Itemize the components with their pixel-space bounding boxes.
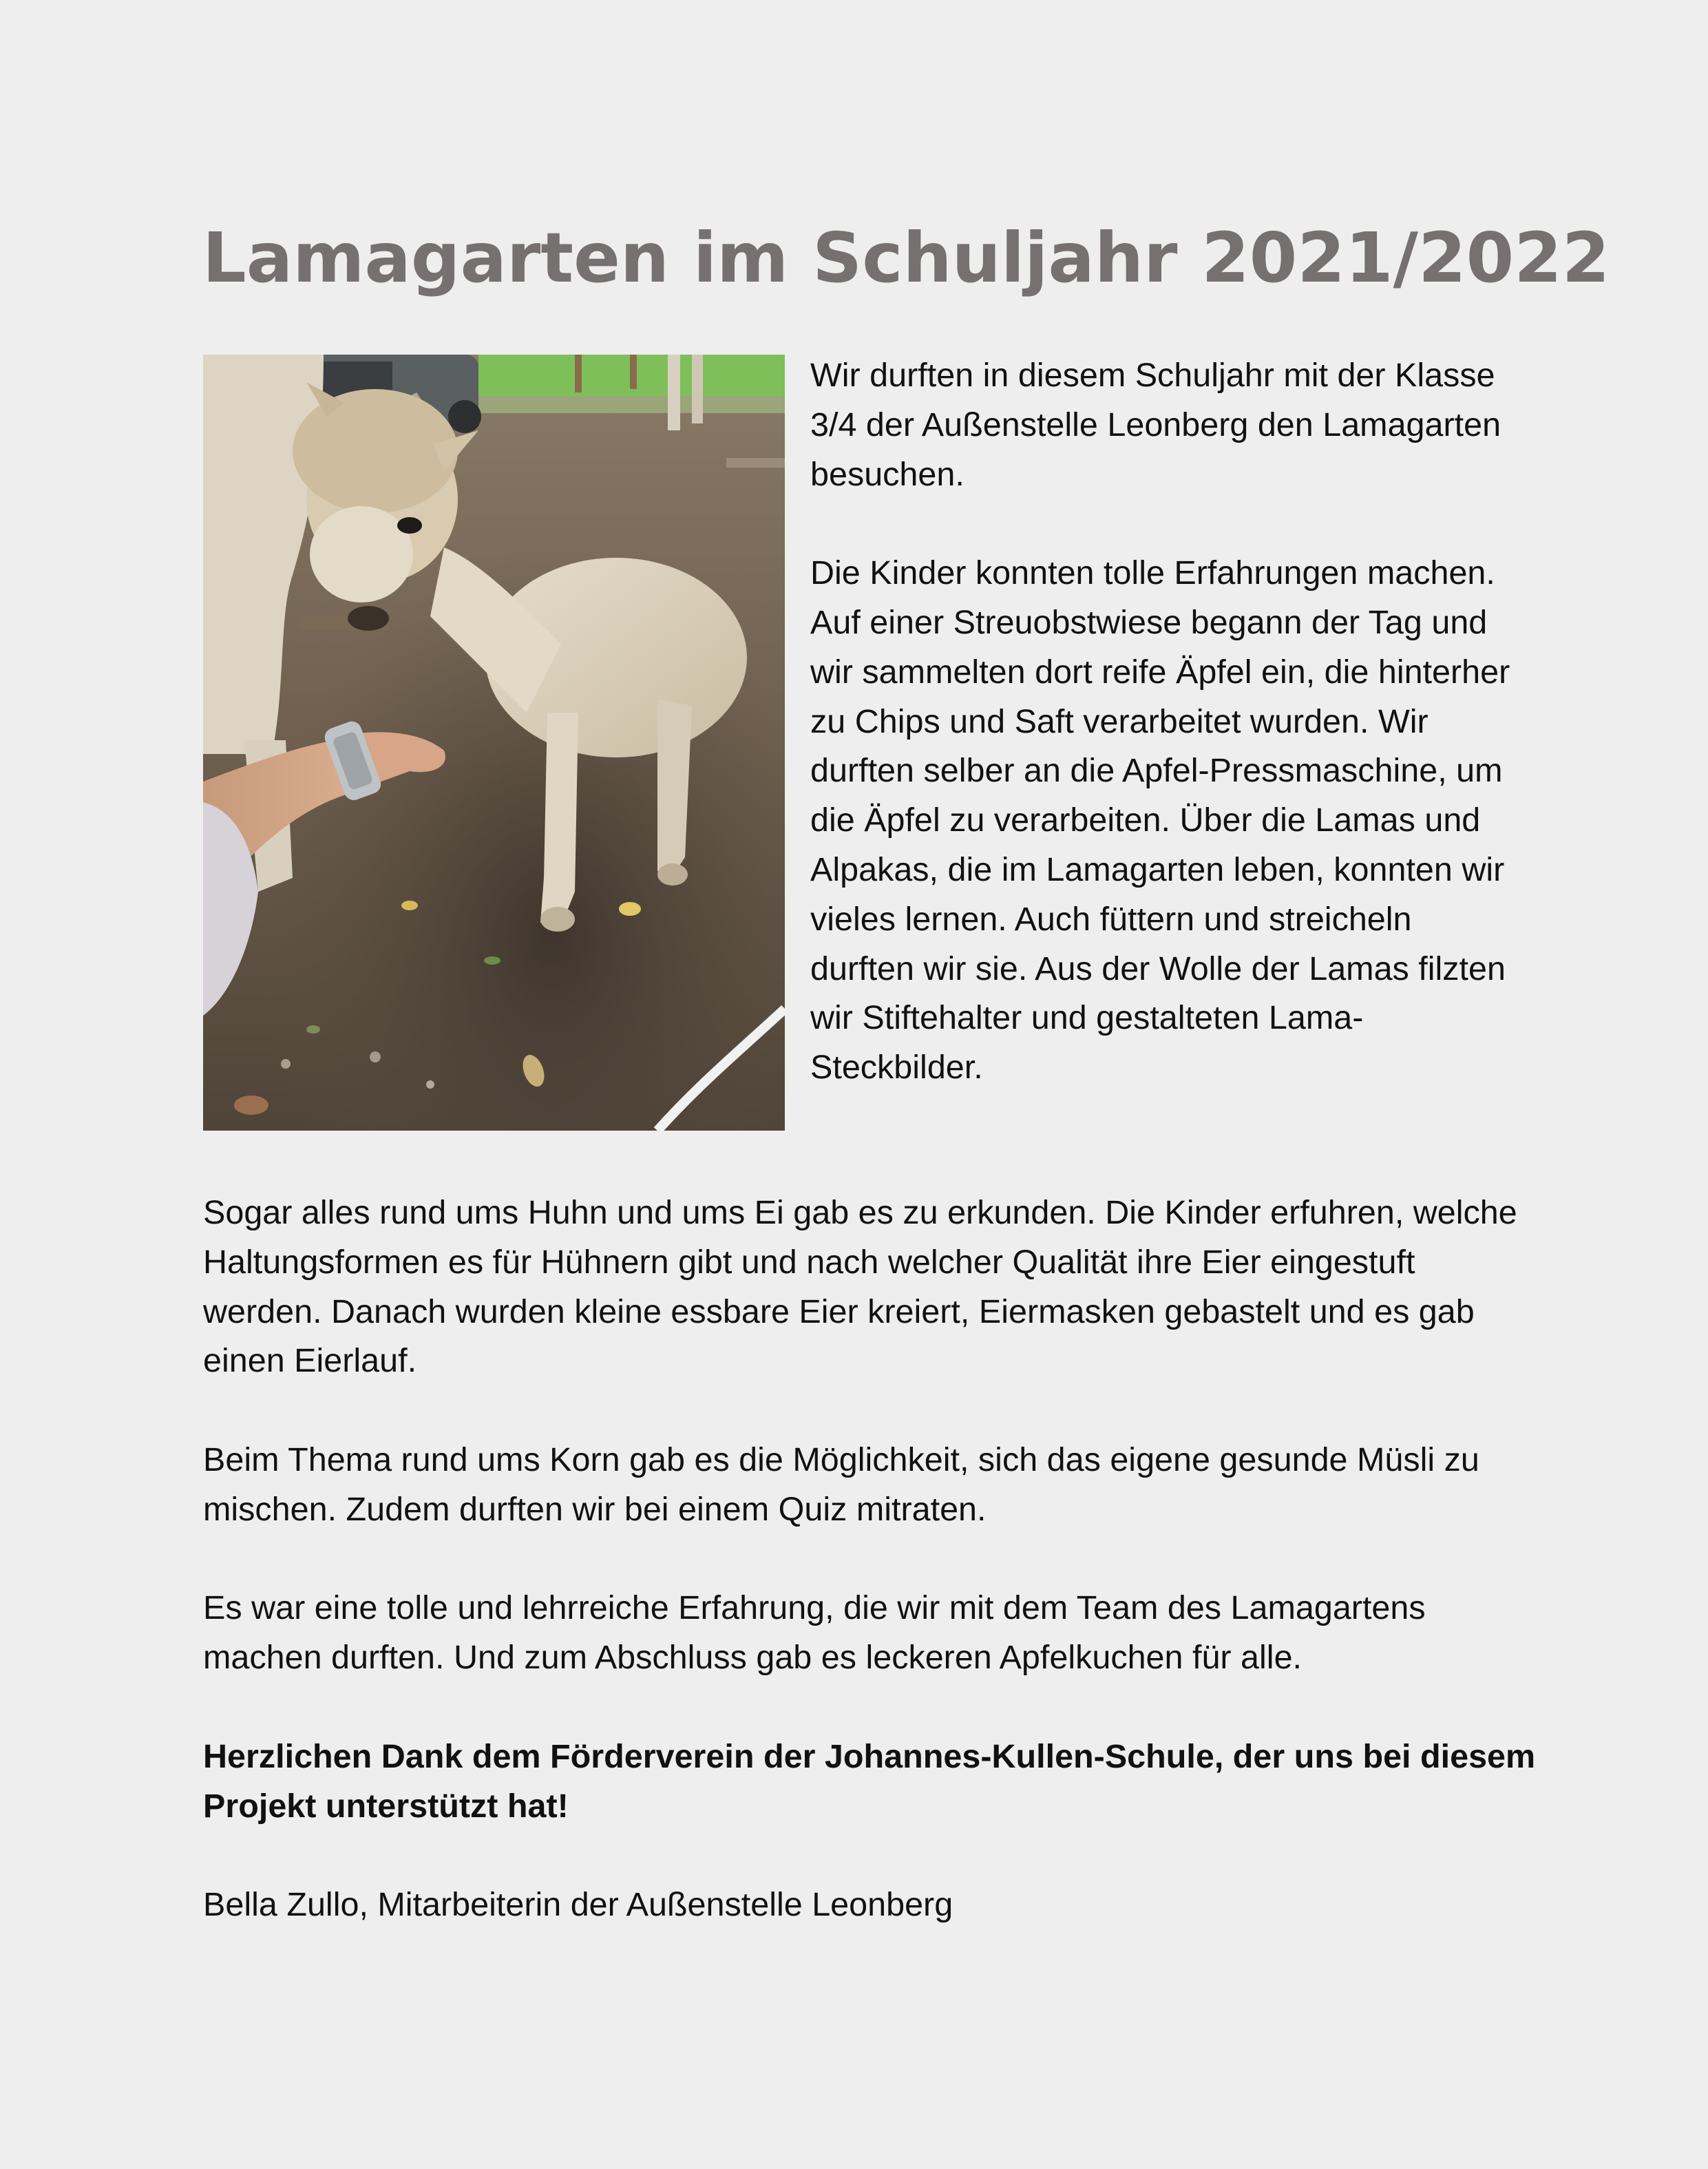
egg-paragraph: Sogar alles rund ums Huhn und ums Ei gab es zu erkunden. Die Kinder erfuhren, welche Haltungsformen es für Hühnern gibt und nach welcher Qualität ihre Eier eingestuft werden. Danach wurden kleine essbare Eier kreiert, Eiermasken gebastelt und es gab einen Eierlauf. — [203, 1194, 1517, 1380]
page-title: Lamagarten im Schuljahr 2021/2022 — [202, 218, 1610, 298]
grain-paragraph: Beim Thema rund ums Korn gab es die Möglichkeit, sich das eigene gesunde Müsli zu mischen. Zudem durften wir bei einem Quiz mitraten. — [203, 1440, 1479, 1528]
signature: Bella Zullo, Mitarbeiterin der Außenstelle Leonberg — [203, 1886, 953, 1924]
alpaca-photo — [203, 355, 785, 1131]
intro-paragraph: Wir durften in diesem Schuljahr mit der Klasse 3/4 der Außenstelle Leonberg den Lamagarten besuchen. — [810, 357, 1501, 493]
intro-text — [810, 351, 1512, 1093]
experience-paragraph: Die Kinder konnten tolle Erfahrungen machen. Auf einer Streuobstwiese begann der Tag und wir sammelten dort reife Äpfel ein, die hinterher zu Chips und Saft verarbeitet wurden. Wir durften selber an die Apfel-Pressmaschine, um die Äpfel zu verarbeiten. Über die Lamas und Alpakas, die im Lamagarten leben, konnten wir vieles lernen. Auch füttern und streicheln durften wir sie. Aus der Wolle der Lamas filzten wir Stiftehalter und gestalteten Lama-Steckbilder. — [810, 554, 1510, 1087]
body-text — [203, 1188, 1539, 1930]
conclusion-paragraph: Es war eine tolle und lehrreiche Erfahrung, die wir mit dem Team des Lamagartens machen durften. Und zum Abschluss gab es leckeren Apfelkuchen für alle. — [203, 1589, 1426, 1677]
thanks-paragraph: Herzlichen Dank dem Förderverein der Johannes-Kullen-Schule, der uns bei diesem Projekt unterstützt hat! — [203, 1737, 1536, 1825]
